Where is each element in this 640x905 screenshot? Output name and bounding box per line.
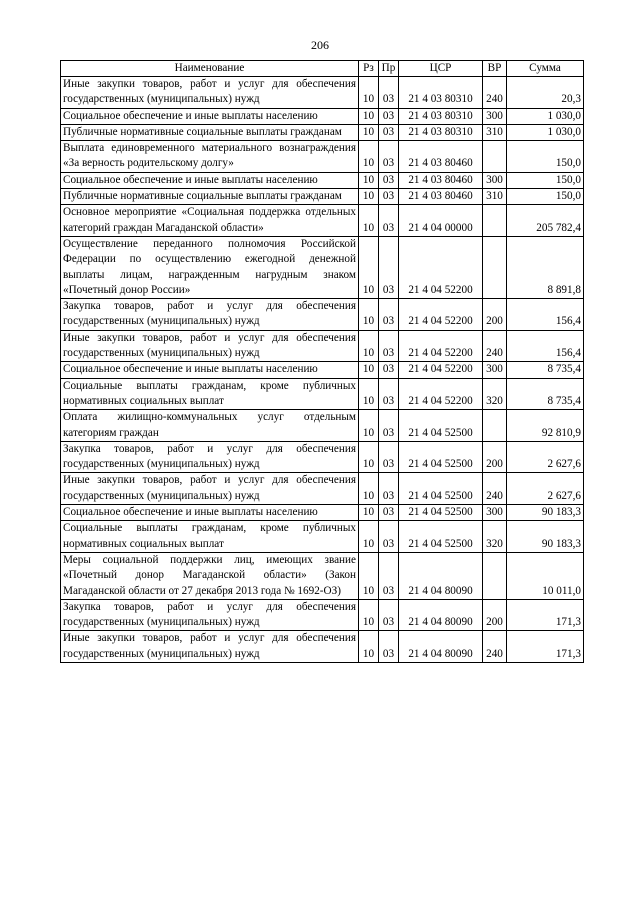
row-rz-cell: 10 [359,441,379,473]
header-sum: Сумма [507,61,584,77]
row-pr-cell: 03 [379,410,399,442]
table-row [61,205,584,237]
row-vr-cell: 240 [483,631,507,663]
row-csr-cell: 21 4 04 52200 [399,378,483,410]
row-name-cell: Основное мероприятие «Социальная поддержка отдельных категорий граждан Магаданской области» [61,205,359,237]
page-number: 206 [311,38,329,52]
row-name-cell: Иные закупки товаров, работ и услуг для обеспечения государственных (муниципальных) нужд [61,631,359,663]
row-csr-cell: 21 4 04 52500 [399,441,483,473]
row-vr-cell: 200 [483,599,507,631]
row-sum-cell: 90 183,3 [507,505,584,521]
row-csr-cell: 21 4 04 80090 [399,631,483,663]
header-pr: Пр [379,61,399,77]
row-rz-cell: 10 [359,505,379,521]
row-csr-cell: 21 4 04 52200 [399,330,483,362]
row-name-cell: Меры социальной поддержки лиц, имеющих звание «Почетный донор Магаданской области» (Закон Магаданской области от 27 декабря 2013 года № 1692-ОЗ) [61,552,359,599]
row-rz-cell: 10 [359,330,379,362]
row-csr-cell: 21 4 04 52500 [399,521,483,553]
table-row [61,330,584,362]
row-name-cell: Социальное обеспечение и иные выплаты населению [61,108,359,124]
row-sum-cell: 92 810,9 [507,410,584,442]
row-name-cell: Социальное обеспечение и иные выплаты населению [61,172,359,188]
row-rz-cell: 10 [359,299,379,331]
table-row [61,141,584,173]
row-vr-cell [483,410,507,442]
row-vr-cell [483,236,507,298]
row-csr-cell: 21 4 04 52500 [399,410,483,442]
row-sum-cell: 150,0 [507,141,584,173]
header-vr: ВР [483,61,507,77]
row-pr-cell: 03 [379,205,399,237]
row-sum-cell: 150,0 [507,172,584,188]
row-rz-cell: 10 [359,236,379,298]
row-pr-cell: 03 [379,631,399,663]
row-vr-cell: 200 [483,299,507,331]
row-name-cell: Иные закупки товаров, работ и услуг для обеспечения государственных (муниципальных) нужд [61,473,359,505]
table-row [61,473,584,505]
row-sum-cell: 8 891,8 [507,236,584,298]
row-pr-cell: 03 [379,299,399,331]
table-row [61,521,584,553]
row-vr-cell: 240 [483,473,507,505]
row-rz-cell: 10 [359,521,379,553]
row-pr-cell: 03 [379,330,399,362]
row-vr-cell [483,141,507,173]
row-name-cell: Публичные нормативные социальные выплаты гражданам [61,124,359,140]
table-row [61,599,584,631]
row-sum-cell: 90 183,3 [507,521,584,553]
header-csr: ЦСР [399,61,483,77]
row-sum-cell: 150,0 [507,189,584,205]
row-csr-cell: 21 4 04 80090 [399,552,483,599]
row-sum-cell: 8 735,4 [507,362,584,378]
row-pr-cell: 03 [379,141,399,173]
row-rz-cell: 10 [359,410,379,442]
row-rz-cell: 10 [359,552,379,599]
row-vr-cell: 310 [483,124,507,140]
row-rz-cell: 10 [359,378,379,410]
row-rz-cell: 10 [359,205,379,237]
row-vr-cell: 300 [483,108,507,124]
table-row [61,299,584,331]
budget-table [60,60,584,663]
row-vr-cell: 310 [483,189,507,205]
row-vr-cell: 300 [483,362,507,378]
row-pr-cell: 03 [379,599,399,631]
row-csr-cell: 21 4 03 80310 [399,108,483,124]
row-name-cell: Закупка товаров, работ и услуг для обеспечения государственных (муниципальных) нужд [61,599,359,631]
row-csr-cell: 21 4 03 80460 [399,172,483,188]
row-name-cell: Закупка товаров, работ и услуг для обеспечения государственных (муниципальных) нужд [61,441,359,473]
table-row [61,362,584,378]
table-row [61,410,584,442]
row-sum-cell: 171,3 [507,631,584,663]
table-row [61,505,584,521]
row-name-cell: Осуществление переданного полномочия Российской Федерации по осуществлению ежегодной денежной выплаты лицам, награжденным нагрудным знаком «Почетный донор России» [61,236,359,298]
row-pr-cell: 03 [379,236,399,298]
row-csr-cell: 21 4 04 52200 [399,362,483,378]
header-name: Наименование [61,61,359,77]
row-vr-cell: 320 [483,378,507,410]
row-vr-cell [483,552,507,599]
row-rz-cell: 10 [359,141,379,173]
row-csr-cell: 21 4 03 80310 [399,124,483,140]
row-name-cell: Социальное обеспечение и иные выплаты населению [61,505,359,521]
table-row [61,552,584,599]
header-rz: Рз [359,61,379,77]
row-csr-cell: 21 4 03 80460 [399,189,483,205]
row-rz-cell: 10 [359,362,379,378]
row-vr-cell: 200 [483,441,507,473]
row-vr-cell: 300 [483,505,507,521]
table-row [61,77,584,109]
row-csr-cell: 21 4 04 00000 [399,205,483,237]
table-row [61,378,584,410]
row-rz-cell: 10 [359,77,379,109]
row-name-cell: Социальные выплаты гражданам, кроме публичных нормативных социальных выплат [61,521,359,553]
row-vr-cell [483,205,507,237]
row-sum-cell: 171,3 [507,599,584,631]
row-rz-cell: 10 [359,108,379,124]
table-row [61,441,584,473]
row-name-cell: Публичные нормативные социальные выплаты гражданам [61,189,359,205]
row-name-cell: Иные закупки товаров, работ и услуг для обеспечения государственных (муниципальных) нужд [61,330,359,362]
row-sum-cell: 10 011,0 [507,552,584,599]
row-rz-cell: 10 [359,124,379,140]
row-vr-cell: 240 [483,77,507,109]
row-csr-cell: 21 4 03 80310 [399,77,483,109]
table-row [61,108,584,124]
row-pr-cell: 03 [379,473,399,505]
row-name-cell: Социальные выплаты гражданам, кроме публичных нормативных социальных выплат [61,378,359,410]
row-pr-cell: 03 [379,77,399,109]
table-row [61,631,584,663]
row-sum-cell: 2 627,6 [507,473,584,505]
row-pr-cell: 03 [379,172,399,188]
row-sum-cell: 1 030,0 [507,108,584,124]
row-csr-cell: 21 4 04 52500 [399,505,483,521]
row-name-cell: Социальное обеспечение и иные выплаты населению [61,362,359,378]
row-vr-cell: 320 [483,521,507,553]
row-pr-cell: 03 [379,378,399,410]
row-name-cell: Закупка товаров, работ и услуг для обеспечения государственных (муниципальных) нужд [61,299,359,331]
row-pr-cell: 03 [379,124,399,140]
row-rz-cell: 10 [359,631,379,663]
row-pr-cell: 03 [379,505,399,521]
row-pr-cell: 03 [379,552,399,599]
table-row [61,236,584,298]
row-pr-cell: 03 [379,189,399,205]
row-sum-cell: 205 782,4 [507,205,584,237]
table-header-row [61,61,584,77]
row-name-cell: Оплата жилищно-коммунальных услуг отдельным категориям граждан [61,410,359,442]
row-csr-cell: 21 4 04 52500 [399,473,483,505]
row-rz-cell: 10 [359,473,379,505]
row-rz-cell: 10 [359,189,379,205]
row-rz-cell: 10 [359,172,379,188]
row-csr-cell: 21 4 04 52200 [399,236,483,298]
table-row [61,189,584,205]
table-row [61,172,584,188]
row-rz-cell: 10 [359,599,379,631]
row-csr-cell: 21 4 03 80460 [399,141,483,173]
row-pr-cell: 03 [379,362,399,378]
row-name-cell: Выплата единовременного материального вознаграждения «За верность родительскому долгу» [61,141,359,173]
row-vr-cell: 240 [483,330,507,362]
row-csr-cell: 21 4 04 80090 [399,599,483,631]
row-vr-cell: 300 [483,172,507,188]
table-row [61,124,584,140]
row-sum-cell: 20,3 [507,77,584,109]
row-pr-cell: 03 [379,108,399,124]
row-name-cell: Иные закупки товаров, работ и услуг для обеспечения государственных (муниципальных) нужд [61,77,359,109]
row-pr-cell: 03 [379,441,399,473]
row-sum-cell: 1 030,0 [507,124,584,140]
row-sum-cell: 156,4 [507,299,584,331]
row-csr-cell: 21 4 04 52200 [399,299,483,331]
row-sum-cell: 156,4 [507,330,584,362]
row-sum-cell: 8 735,4 [507,378,584,410]
row-pr-cell: 03 [379,521,399,553]
row-sum-cell: 2 627,6 [507,441,584,473]
table-body [61,77,584,663]
